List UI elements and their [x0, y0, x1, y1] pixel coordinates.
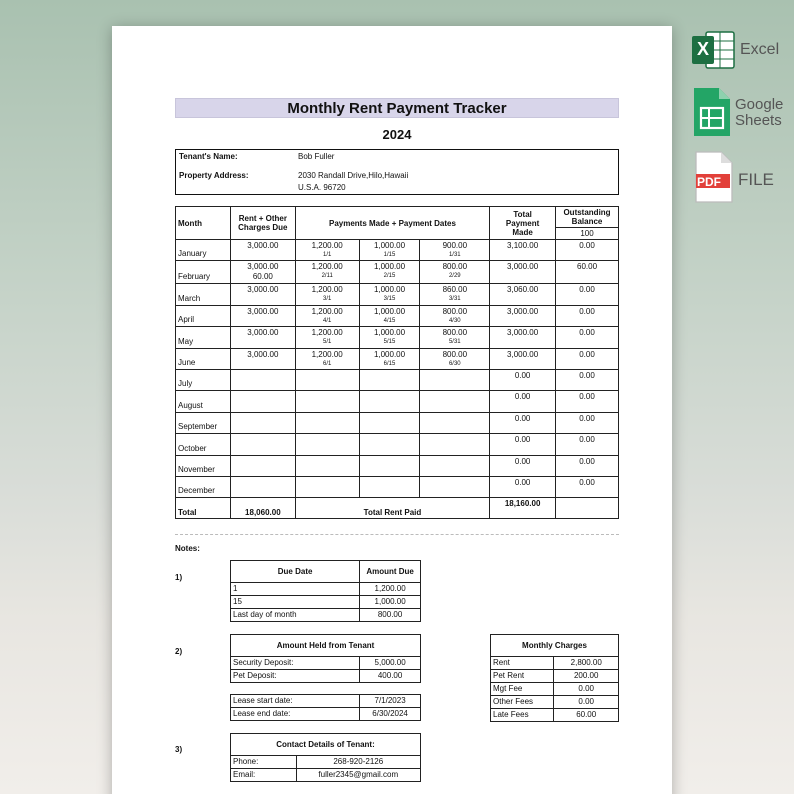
total-balance: [556, 498, 619, 519]
charges-due: [230, 261, 295, 284]
payment-amount: 1,200.00: [311, 285, 343, 295]
payment-2: [359, 391, 420, 412]
row-label: Phone:: [231, 756, 297, 769]
month-name: February: [176, 261, 231, 284]
month-name: December: [176, 476, 231, 497]
payment-2: [359, 327, 420, 348]
month-name: May: [176, 327, 231, 348]
total-payment-made: 0.00: [490, 391, 556, 412]
charges-due: [230, 434, 295, 455]
charges-due: [230, 412, 295, 433]
outstanding-balance: 0.00: [556, 348, 619, 369]
payment-date: 2/29: [448, 273, 461, 280]
payment-3: [420, 369, 490, 390]
payment-amount: 1,000.00: [373, 285, 406, 295]
payment-1: [295, 434, 359, 455]
payment-2: [359, 284, 420, 305]
amount-held-table: [230, 634, 421, 683]
payment-2: [359, 261, 420, 284]
payment-2: [359, 412, 420, 433]
charge-amount: 3,000.00: [247, 328, 279, 338]
note-number-2: 2): [175, 647, 183, 656]
amount-due-header: Amount Due: [360, 561, 421, 583]
outstanding-balance: 0.00: [556, 240, 619, 261]
total-payment-made: 3,000.00: [490, 305, 556, 326]
month-name: November: [176, 455, 231, 476]
table-row: [231, 708, 421, 721]
payment-amount: 1,000.00: [373, 262, 406, 272]
charges-due: [230, 327, 295, 348]
month-name: March: [176, 284, 231, 305]
payment-amount: 1,200.00: [311, 241, 343, 250]
payment-3: [420, 261, 490, 284]
outstanding-balance: 0.00: [556, 284, 619, 305]
divider: [175, 534, 619, 535]
payment-date: 2/11: [321, 273, 333, 280]
file-label: FILE: [738, 170, 774, 189]
payment-2: [359, 240, 420, 261]
table-row: [176, 412, 619, 433]
outstanding-balance: 0.00: [556, 391, 619, 412]
payment-2: [359, 369, 420, 390]
property-address-label: Property Address:: [179, 171, 249, 180]
row-value: 5,000.00: [360, 657, 421, 670]
total-payment-made: 0.00: [490, 412, 556, 433]
row-label: Other Fees: [491, 696, 554, 709]
payment-tracker-table: [175, 206, 619, 519]
excel-letter: X: [697, 39, 710, 59]
outstanding-balance: 0.00: [556, 305, 619, 326]
payment-date: 5/1: [323, 339, 332, 346]
google-label: Google: [735, 96, 784, 113]
payment-3: [420, 284, 490, 305]
payment-3: [420, 305, 490, 326]
payment-date: 3/15: [383, 296, 396, 303]
payment-date: 6/15: [383, 360, 396, 367]
month-name: January: [176, 240, 231, 261]
property-address-line2: U.S.A. 96720: [298, 183, 346, 192]
table-row: [176, 369, 619, 390]
payment-date: 6/30: [448, 360, 461, 367]
contact-details-table: [230, 733, 421, 782]
payment-date: 3/1: [323, 296, 332, 303]
payment-date: 4/15: [383, 317, 396, 324]
row-label: Email:: [231, 769, 297, 782]
payment-3: [420, 412, 490, 433]
note-number-1: 1): [175, 573, 183, 582]
monthly-charges-table: [490, 634, 619, 722]
row-label: Lease start date:: [231, 695, 360, 708]
row-value: 800.00: [360, 609, 421, 622]
notes-label: Notes:: [175, 544, 200, 553]
payment-3: [420, 476, 490, 497]
table-row: [491, 657, 619, 670]
row-label: 1: [231, 583, 360, 596]
page-title: Monthly Rent Payment Tracker: [175, 98, 619, 118]
row-value: 0.00: [554, 696, 619, 709]
tenant-name-label: Tenant's Name:: [179, 152, 238, 161]
excel-badge: [692, 30, 792, 70]
tenant-info-box: [175, 149, 619, 195]
row-value: 268-920-2126: [296, 756, 420, 769]
payment-3: [420, 434, 490, 455]
table-row: [231, 609, 421, 622]
month-name: August: [176, 391, 231, 412]
google-sheets-badge: [692, 86, 792, 140]
month-name: October: [176, 434, 231, 455]
total-paid: 18,160.00: [490, 498, 556, 519]
table-row: [491, 709, 619, 722]
monthly-charges-header: Monthly Charges: [491, 635, 619, 657]
payment-date: 1/15: [383, 252, 396, 258]
row-value: fuller2345@gmail.com: [296, 769, 420, 782]
total-label: Total: [176, 498, 231, 519]
charge-amount: 3,000.00: [247, 349, 279, 359]
table-row: [176, 391, 619, 412]
charges-due: [230, 305, 295, 326]
outstanding-balance: 0.00: [556, 327, 619, 348]
payment-date: 5/31: [448, 339, 461, 346]
charges-due: [230, 455, 295, 476]
outstanding-balance: 0.00: [556, 455, 619, 476]
due-date-table: [230, 560, 421, 622]
document-page: [112, 26, 672, 794]
payment-amount: 1,000.00: [373, 241, 406, 250]
tenant-name-value: Bob Fuller: [298, 152, 335, 161]
table-row: [176, 305, 619, 326]
property-address-line1: 2030 Randall Drive,Hilo,Hawaii: [298, 171, 409, 180]
payment-amount: 860.00: [442, 285, 468, 295]
payment-amount: 800.00: [442, 349, 468, 359]
google-sheets-icon: [692, 86, 732, 138]
charges-due: [230, 369, 295, 390]
payment-1: [295, 327, 359, 348]
table-row: [231, 756, 421, 769]
row-label: Last day of month: [231, 609, 360, 622]
payment-2: [359, 348, 420, 369]
payment-amount: 1,000.00: [373, 306, 406, 316]
month-name: July: [176, 369, 231, 390]
outstanding-balance: 0.00: [556, 412, 619, 433]
total-payment-made: 3,000.00: [490, 261, 556, 284]
payment-amount: 1,200.00: [311, 349, 343, 359]
payment-3: [420, 348, 490, 369]
charges-due: [230, 476, 295, 497]
charge-amount: 3,000.00: [247, 285, 279, 295]
table-row: [231, 670, 421, 683]
row-label: Pet Rent: [491, 670, 554, 683]
payment-date: 3/31: [448, 296, 461, 303]
charges-due: [230, 240, 295, 261]
payment-amount: 800.00: [442, 262, 468, 272]
outstanding-balance: 0.00: [556, 369, 619, 390]
payment-date: 4/30: [448, 317, 461, 324]
pdf-badge: [694, 150, 794, 204]
outstanding-balance: 60.00: [556, 261, 619, 284]
payment-amount: 1,000.00: [373, 328, 406, 338]
payment-3: [420, 455, 490, 476]
total-payment-made: 0.00: [490, 455, 556, 476]
payment-amount: 1,200.00: [311, 328, 343, 338]
row-label: Lease end date:: [231, 708, 360, 721]
row-value: 6/30/2024: [360, 708, 421, 721]
extra-charge-amount: 60.00: [252, 272, 273, 282]
table-row: [491, 683, 619, 696]
table-row: [231, 583, 421, 596]
charges-due: [230, 348, 295, 369]
payment-1: [295, 369, 359, 390]
payment-1: [295, 391, 359, 412]
payment-2: [359, 305, 420, 326]
row-label: Rent: [491, 657, 554, 670]
sheets-label: Sheets: [735, 112, 782, 129]
charge-amount: 3,000.00: [247, 241, 279, 250]
total-payment-made: 3,100.00: [490, 240, 556, 261]
payment-2: [359, 455, 420, 476]
header-rent-due: Rent + Other Charges Due: [230, 207, 295, 240]
row-label: Pet Deposit:: [231, 670, 360, 683]
payment-date: 1/1: [323, 252, 332, 258]
row-value: 200.00: [554, 670, 619, 683]
payment-3: [420, 391, 490, 412]
total-payment-made: 3,000.00: [490, 327, 556, 348]
pdf-text: PDF: [697, 175, 721, 189]
row-label: 15: [231, 596, 360, 609]
amount-held-header: Amount Held from Tenant: [231, 635, 421, 657]
payment-1: [295, 305, 359, 326]
payment-amount: 800.00: [442, 328, 468, 338]
charge-amount: 3,000.00: [247, 262, 279, 272]
payment-3: [420, 240, 490, 261]
row-value: 7/1/2023: [360, 695, 421, 708]
payment-2: [359, 476, 420, 497]
note-number-3: 3): [175, 745, 183, 754]
table-row: [231, 657, 421, 670]
table-row: [231, 769, 421, 782]
month-name: September: [176, 412, 231, 433]
table-row: [176, 327, 619, 348]
table-row: [176, 284, 619, 305]
due-date-header: Due Date: [231, 561, 360, 583]
payment-amount: 1,200.00: [311, 306, 343, 316]
table-row: [176, 455, 619, 476]
table-row: [491, 670, 619, 683]
payment-1: [295, 412, 359, 433]
total-payment-made: 0.00: [490, 434, 556, 455]
payment-amount: 800.00: [442, 306, 468, 316]
month-name: June: [176, 348, 231, 369]
header-outstanding: Outstanding Balance: [556, 207, 619, 228]
payment-1: [295, 476, 359, 497]
row-value: 1,000.00: [360, 596, 421, 609]
header-month: Month: [176, 207, 231, 240]
outstanding-balance: 0.00: [556, 434, 619, 455]
opening-balance: 100: [556, 228, 619, 240]
charges-due: [230, 391, 295, 412]
row-value: 2,800.00: [554, 657, 619, 670]
row-value: 1,200.00: [360, 583, 421, 596]
row-label: Security Deposit:: [231, 657, 360, 670]
payment-date: 6/1: [323, 360, 332, 367]
total-payment-made: 0.00: [490, 369, 556, 390]
payment-3: [420, 327, 490, 348]
table-row: [176, 240, 619, 261]
table-row: [176, 348, 619, 369]
payment-1: [295, 348, 359, 369]
table-row: [231, 695, 421, 708]
lease-dates-table: [230, 694, 421, 721]
payment-date: 1/31: [448, 252, 461, 258]
payment-amount: 1,000.00: [373, 349, 406, 359]
payment-1: [295, 455, 359, 476]
row-label: Mgt Fee: [491, 683, 554, 696]
excel-label: Excel: [740, 41, 780, 58]
payment-amount: 900.00: [442, 241, 468, 250]
header-total-payment: Total Payment Made: [490, 207, 556, 240]
charge-amount: 3,000.00: [247, 306, 279, 316]
total-rent-paid-label: Total Rent Paid: [295, 498, 489, 519]
total-payment-made: 3,000.00: [490, 348, 556, 369]
payment-1: [295, 261, 359, 284]
row-value: 60.00: [554, 709, 619, 722]
row-value: 400.00: [360, 670, 421, 683]
table-row: [176, 476, 619, 497]
payment-1: [295, 284, 359, 305]
outstanding-balance: 0.00: [556, 476, 619, 497]
table-row: [491, 696, 619, 709]
table-row: [176, 434, 619, 455]
payment-date: 2/15: [383, 273, 396, 280]
total-due: 18,060.00: [230, 498, 295, 519]
charges-due: [230, 284, 295, 305]
total-payment-made: 3,060.00: [490, 284, 556, 305]
payment-1: [295, 240, 359, 261]
contact-details-header: Contact Details of Tenant:: [231, 734, 421, 756]
payment-date: 5/15: [383, 339, 396, 346]
table-row: [231, 596, 421, 609]
payment-date: 4/1: [323, 317, 332, 324]
month-name: April: [176, 305, 231, 326]
year-heading: 2024: [382, 127, 412, 142]
row-label: Late Fees: [491, 709, 554, 722]
payment-amount: 1,200.00: [311, 262, 343, 272]
payment-2: [359, 434, 420, 455]
total-payment-made: 0.00: [490, 476, 556, 497]
row-value: 0.00: [554, 683, 619, 696]
table-row: [176, 261, 619, 284]
header-payments: Payments Made + Payment Dates: [295, 207, 489, 240]
